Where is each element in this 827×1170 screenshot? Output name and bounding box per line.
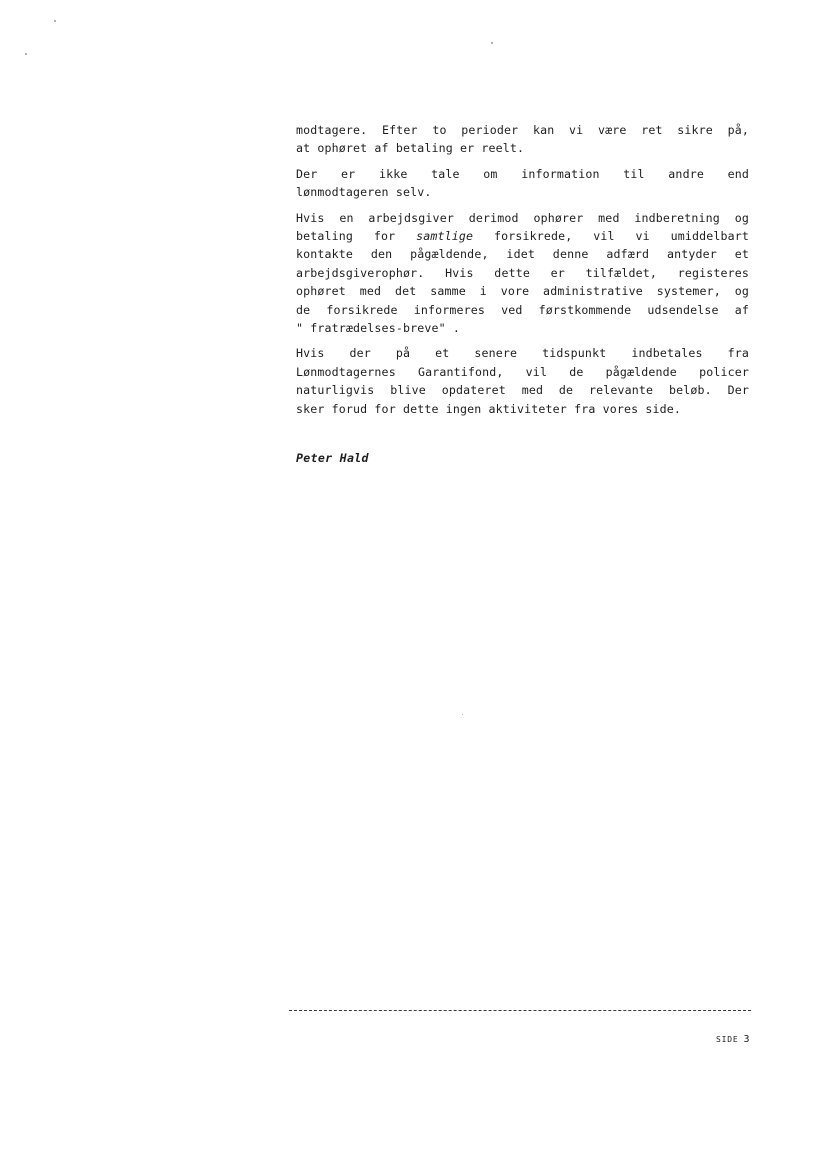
text-line: de forsikrede informeres ved førstkommende udsendelse af — [296, 302, 749, 317]
page-number-value: 3 — [743, 1034, 750, 1045]
text-line: at ophøret af betaling er reelt. — [296, 141, 525, 156]
scan-speck — [54, 20, 56, 22]
text-line: Hvis der på et senere tidspunkt indbetales fra — [296, 346, 749, 361]
text-line: modtagere. Efter to perioder kan vi være ret sikre på, — [296, 123, 749, 137]
scan-speck — [491, 42, 493, 44]
text-line: Lønmodtagernes Garantifond, vil de pågældende policer — [296, 364, 749, 379]
signature: Peter Hald — [296, 451, 369, 465]
text-line: ophøret med det samme i vore administrative systemer, og — [296, 284, 749, 299]
document-body — [296, 121, 749, 425]
scan-speck — [25, 53, 27, 55]
text-line: sker forud for dette ingen aktiviteter fra vores side. — [296, 401, 682, 416]
paragraph-2 — [296, 165, 749, 202]
text-line — [296, 227, 749, 245]
text-line: Hvis en arbejdsgiver derimod ophører med indberetning og — [296, 210, 749, 225]
text-line: naturligvis blive opdateret med de relevante beløb. Der — [296, 383, 749, 398]
text-line: " fratrædelses-breve" . — [296, 321, 460, 336]
paragraph-1 — [296, 121, 749, 158]
emphasized-word: samtlige — [416, 229, 474, 244]
text-line: arbejdsgiverophør. Hvis dette er tilfældet, registeres — [296, 265, 749, 280]
paragraph-3 — [296, 209, 749, 338]
scan-speck — [462, 714, 463, 715]
paragraph-4 — [296, 344, 749, 418]
text-segment: betaling for — [296, 229, 417, 244]
text-line: kontakte den pågældende, idet denne adfærd antyder et — [296, 247, 749, 262]
text-segment: forsikrede, vil vi umiddelbart — [473, 229, 749, 244]
text-line: Der er ikke tale om information til andre end — [296, 166, 749, 181]
page-label: SIDE — [716, 1035, 739, 1044]
footer-divider — [289, 1010, 751, 1011]
text-line: lønmodtageren selv. — [296, 185, 432, 200]
page-number — [716, 1034, 750, 1045]
